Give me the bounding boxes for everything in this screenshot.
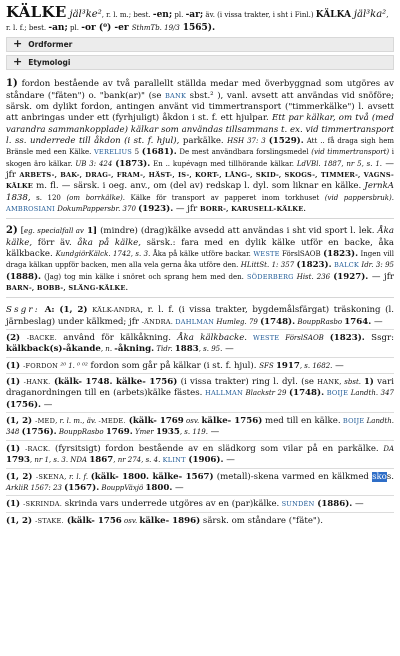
section-etymologi[interactable] <box>6 55 394 70</box>
entry-text: Tidr. <box>154 345 175 354</box>
entry-text: Åka kälkbacke. <box>177 333 248 344</box>
compound-headword: -BACKE. <box>26 334 57 343</box>
entry-text: 1883 <box>174 344 199 355</box>
compound-entry <box>6 374 394 413</box>
entry-text: , s. 1682. <box>299 361 333 370</box>
compound-headword: -SKENA <box>35 472 65 481</box>
entry-text: (1567). <box>64 482 100 493</box>
plus-icon: + <box>13 55 23 69</box>
entry-text: (1823). <box>329 333 365 344</box>
entry-text: Landth. 347 <box>348 389 394 398</box>
entry-text: särsk. om ståndare ("fäte"). <box>200 515 323 526</box>
entry-text: fordon som går på kälkar (i st. f. hjul). <box>87 360 260 371</box>
author-link[interactable]: SÖDERBERG <box>246 272 294 281</box>
entry-text: — <box>371 316 383 327</box>
entry-text: 1769. <box>105 427 133 438</box>
ssgr-label: Ssgr: <box>6 305 40 316</box>
entry-text: FörslSAOB <box>279 334 330 343</box>
compound-entry <box>6 513 394 528</box>
section-ordformer[interactable] <box>6 37 394 52</box>
compound-headword: -STAKE. <box>35 516 64 525</box>
entry-text: -åkning. <box>114 344 155 355</box>
author-link[interactable]: DAHLMAN <box>173 317 215 326</box>
author-link[interactable]: WESTE <box>253 250 280 258</box>
compound-headword: -SKRINDA. <box>23 500 63 509</box>
section-ordformer-label: Ordformer <box>28 39 73 49</box>
entry-text: DA <box>383 444 394 453</box>
entry-text: 1800. <box>145 482 173 493</box>
entry-text: , nr 1, s. 3. NDA <box>29 456 90 465</box>
entry-text: skrinda vars underrede utgöres av en (par)kälke. <box>62 499 280 510</box>
entry-text: — <box>352 499 364 510</box>
author-link[interactable]: BALCK <box>331 261 360 270</box>
entry-header: KÄLKE jäl³ke², r. l. m.; best. -en; pl. -ar; äv. (i vissa trakter, i sht i Finl.) KÄLKA jäl³ka², r. l. f.; best. -an; pl. -or (⁰) -er SthmTb. 19/3 1565). <box>6 3 389 33</box>
entry-text: Ssgr: <box>364 333 394 344</box>
entry-text: , sbst. <box>339 378 364 387</box>
entry-text: Humleg. 79 <box>214 317 261 326</box>
author-link[interactable]: KLINT <box>160 456 186 465</box>
author-link[interactable]: BOIJE <box>324 389 349 398</box>
entry-text: Ymer <box>132 428 156 437</box>
entry-text: 1) <box>363 377 374 388</box>
entry-text: (1756). <box>21 427 57 438</box>
compound-headword: -MED <box>35 417 56 426</box>
compound-entry <box>6 358 394 374</box>
cross-reference: ARBETS-, BAK-, DRAG-, FRAM-, HÄST-, IS-, KORT-, LÅNG-, SKID-, SKOGS-, TIMMER-, VAGNS-KÄLKE <box>6 170 394 191</box>
compound-entry <box>6 496 394 512</box>
author-link[interactable]: VERELIUS <box>93 148 132 157</box>
compound-headword: -ÄNDRA. <box>141 317 173 326</box>
entry-text: (kälk- 1769 <box>125 416 184 427</box>
entry-text: 1764. <box>344 316 372 327</box>
author-link[interactable]: SUNDÉN <box>279 500 315 509</box>
entry-text: med till en kälke. <box>262 416 341 427</box>
entry-text: ²⁰ 1. ⁰ ⁰² <box>58 361 88 370</box>
entry-text: (1886). <box>317 499 353 510</box>
entry-text: (metall)-skena varmed en kälkmed <box>213 471 373 482</box>
entry-text: (1906). <box>188 455 224 466</box>
alt-headword: KÄLKA <box>315 10 352 20</box>
entry-text: , n. <box>100 345 115 354</box>
compound-headword: -HANK. <box>23 378 51 387</box>
entry-text: Blackstr 29 <box>242 389 290 398</box>
entry-text: (1748). <box>260 316 296 327</box>
entry-text: Landth. 348 <box>6 417 394 437</box>
section-etymologi-label: Etymologi <box>28 57 71 67</box>
entry-text: s. <box>386 471 395 482</box>
entry-text: anvând för kälkåkning. <box>56 333 178 344</box>
entry-text: 1867 <box>89 455 114 466</box>
entry-text: — <box>222 344 234 355</box>
compounds-list <box>6 302 394 528</box>
entry-text: SFS <box>259 361 276 370</box>
compound-headword: KÄLK-ANDRA <box>92 306 141 315</box>
cross-reference: BARN-, BOBB-, SLÄNG-KÄLKE. <box>6 284 129 293</box>
link-bank[interactable]: BANK <box>165 91 187 100</box>
entry-text: (kälk- 1756 <box>63 515 122 526</box>
entry-text: 1917 <box>275 360 300 371</box>
entry-text: 1793 <box>6 455 30 466</box>
entry-text: osv. <box>121 516 140 525</box>
entry-text: (1, 2) <box>6 515 36 526</box>
entry-text: , s. 119. <box>179 428 208 437</box>
entry-text: (1748). <box>289 388 325 399</box>
entry-text: (1) <box>6 443 26 454</box>
entry-text: , r. l. f. <box>64 472 91 481</box>
entry-text: BouppRasbo <box>295 317 345 326</box>
compound-headword: -MEDE. <box>98 417 126 426</box>
compound-entry <box>6 469 394 497</box>
compound-headword: HANK <box>317 378 340 387</box>
entry-text: , s. 95. <box>198 345 223 354</box>
entry-text: (1, 2) <box>6 471 36 482</box>
entry-text: ArkliR 1567: 23 <box>6 483 65 492</box>
entry-text: (fyrsitsigt) fordon bestående av en slädkorg som vilar på en parkälke. <box>50 443 384 454</box>
compound-entry <box>6 413 394 441</box>
headword: KÄLKE <box>6 3 67 21</box>
pronunciation: jäl³ke² <box>69 9 102 20</box>
entry-text: kälke- 1896) <box>139 515 201 526</box>
compound-headword: -RACK. <box>25 444 51 453</box>
entry-text: BouppRasbo <box>56 428 106 437</box>
entry-text: 1935 <box>155 427 180 438</box>
entry-text: (1756). <box>6 399 42 410</box>
entry-text: (kälk- 1800. kälke- 1567) <box>90 471 214 482</box>
entry-text: (kälk- 1748. kälke- 1756) <box>50 377 178 388</box>
author-link[interactable]: HALLMAN <box>202 389 243 398</box>
definition-1: 1) fordon bestående av två parallellt ställda medar med överbyggnad som utgöres av ståndare ("fäten") o. "bank(ar)" (se BANK sbst.² ), vanl. avsett att användas vid snöföre; särsk. om dylikt fordon, antingen använt vid timmertransport ("timmerkälke") l. avsett att anbringas under ett (fyrhjuligt) åkdon i st. f. ett hjulpar. Ett par kälkar, om två (med varandra sammankopplade) kälkar som användas tillsammans t. ex. vid timmertransport l. ss. underrede till åkdon (i st. f. hjul), parkälke. HSH 37: 3 (1529). Att .. få draga sigh hem Bränsle med een Kälke. VERELIUS 5 (1681). De mest användbara forslingsmedel (vid timmertransport) i skogen äro kälkar. UB 3: 424 (1873). En .. kupévagn med tillhörande kälkar. LdVBl. 1887, nr 5, s. 1. — jfr ARBETS-, BAK-, DRAG-, FRAM-, HÄST-, IS-, KORT-, LÅNG-, SKID-, SKOGS-, TIMMER-, VAGNS-KÄLKE m. fl. — särsk. i oeg. anv., om (del av) redskap l. dyl. som liknar en kälke. JernkA 1838, s. 120 (om borrkälke). Kälke för transport av papperet inom torkhuset (vid pappersbruk). AMBROSIANI DokumPappersbr. 370 (1923). — jfr BORR-, KARUSELL-KÄLKE. <box>6 78 395 214</box>
entry-text: , r. l. f. (i vissa trakter, bygdemålsfärgat) träskoning (l. järnbeslag) under kälkmed; jfr <box>6 305 395 327</box>
entry-text: , nr 274, s. 4. <box>113 456 161 465</box>
entry-text: (1, 2) <box>6 416 36 427</box>
cross-reference: BORR-, KARUSELL-KÄLKE. <box>199 204 306 213</box>
author-link[interactable]: BOIJE <box>340 417 365 426</box>
entry-text: kälke- 1756) <box>201 416 263 427</box>
entry-text: osv. <box>183 417 202 426</box>
author-link[interactable]: AMBROSIANI <box>6 204 55 213</box>
entry-text: (1) <box>6 360 24 371</box>
compound-headword: -FORDON <box>23 361 59 370</box>
entry-text: BouppVäxjö <box>99 483 146 492</box>
entry-text: kälkback(s)-åkande <box>6 344 101 355</box>
entry-text: — <box>207 427 220 438</box>
entry-text: — <box>223 455 235 466</box>
entry-text: A: (1, 2) <box>39 305 93 316</box>
compound-entry <box>6 441 394 469</box>
divider <box>6 297 394 298</box>
entry-text: (1) <box>6 499 24 510</box>
entry-text: vari draganordningen till en (arbets)kälke fästes. <box>6 377 394 399</box>
entry-text: — <box>41 399 53 410</box>
compound-entry <box>6 330 394 358</box>
entry-text: (2) <box>6 333 27 344</box>
divider <box>6 218 394 219</box>
entry-text: , r. l. m., äv. <box>55 417 99 426</box>
entry-text: — <box>332 360 344 371</box>
entry-text: — <box>172 482 184 493</box>
entry-text: (i vissa trakter) ring l. dyl. (se <box>177 377 318 388</box>
selected-text: sko <box>372 471 387 482</box>
definition-2: 2) [eg. specialfall av 1] (mindre) (drag)kälke avsedd att användas i sht vid sport l. lek. Åka kälke, förr äv. åka på kälke, särsk.: fara med en dylik kälke utför en backe, åka kälkbacke. KundgiörKälck. 1742, s. 3. Åka på kälke utföre backar. WESTE FörslSAOB (1823). Ingen vill draga kälkan uppför backen, men alla vela gerna åka utföre den. HLittSt. 1: 357 (1823). BALCK Idr. 3: 95 (1888). (Jag) tog min kälke i snöret och sprang hem med den. SÖDERBERG Hist. 236 (1927). — jfr BARN-, BOBB-, SLÄNG-KÄLKE. <box>6 225 395 293</box>
entry-text: (1) <box>6 377 24 388</box>
author-link[interactable]: WESTE <box>247 334 280 343</box>
plus-icon: + <box>13 37 23 51</box>
compound-entry <box>6 302 394 330</box>
